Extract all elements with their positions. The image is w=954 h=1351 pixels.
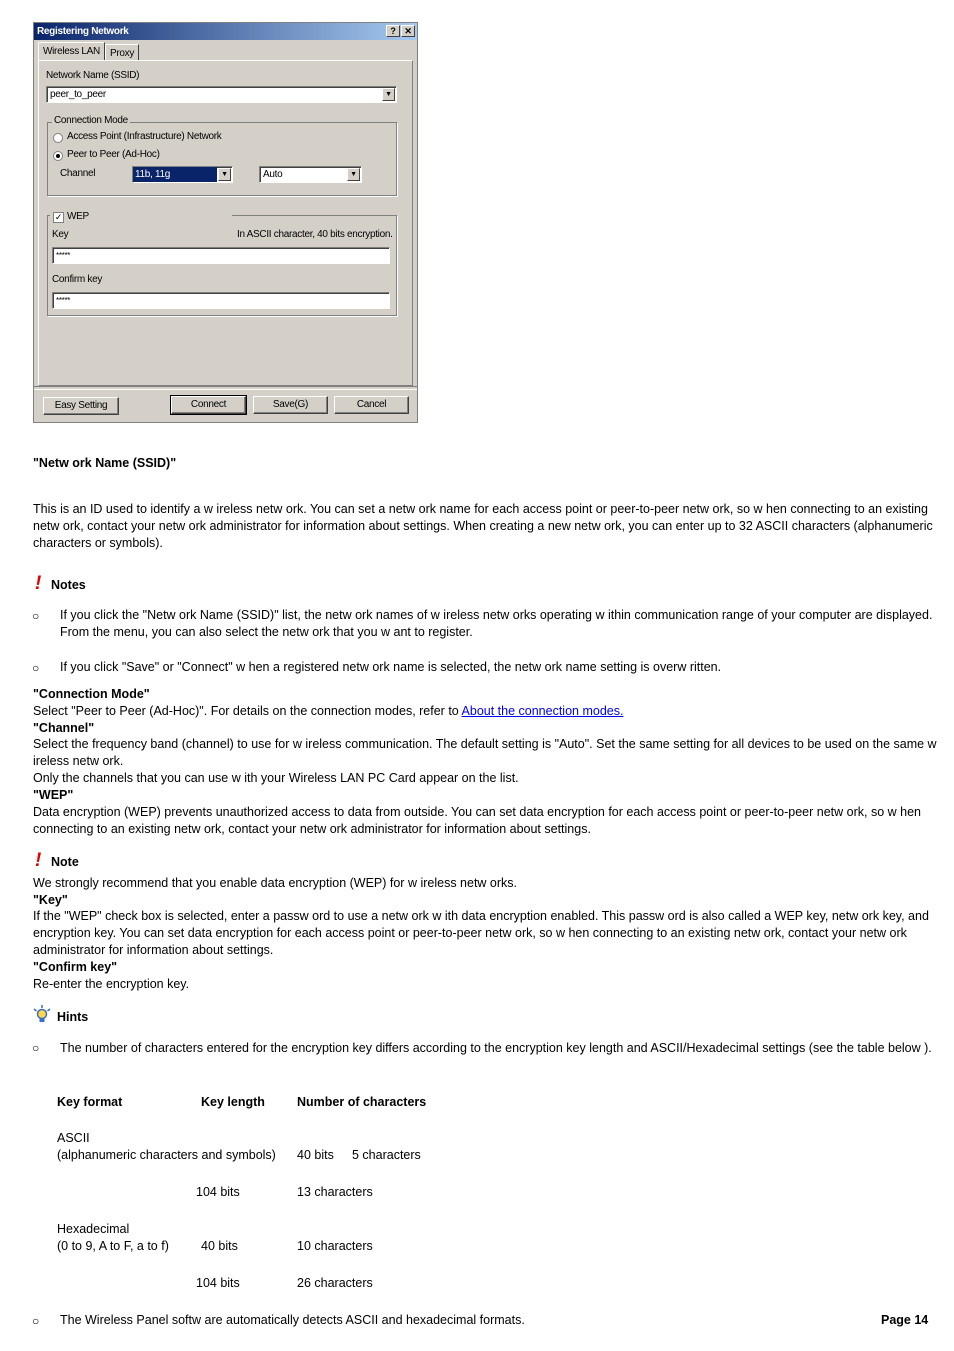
table-header-format: Key format (57, 1095, 123, 1109)
key-label: Key (52, 229, 69, 240)
channel-label: Channel (60, 168, 96, 179)
channel-heading: "Channel" (33, 721, 95, 735)
channel-text: Select the frequency band (channel) to use for w ireless communication. The default setting is "Auto". Set the same setting for all devices to be used on the same w ireless netw ork. (33, 737, 937, 768)
table-cell: 5 characters (352, 1148, 421, 1162)
table-cell: (0 to 9, A to F, a to f) (57, 1239, 169, 1253)
note-item-2: If you click "Save" or "Connect" w hen a registered netw ork name is selected, the netw ork name setting is overw ritten. (60, 660, 722, 674)
lightbulb-icon (33, 1005, 51, 1025)
wep-checkbox[interactable]: ✓ (54, 212, 63, 222)
tab-proxy[interactable]: Proxy (105, 44, 139, 61)
channel-value: 11b, 11g (133, 167, 217, 182)
table-cell: 13 characters (297, 1185, 373, 1199)
connection-mode-text (33, 703, 943, 720)
key-heading: "Key" (33, 893, 68, 907)
hints-heading: Hints (57, 1010, 89, 1024)
table-cell: 10 characters (297, 1239, 373, 1253)
key-hint: In ASCII character, 40 bits encryption. (237, 229, 393, 240)
connection-modes-link[interactable]: About the connection modes. (461, 704, 624, 718)
table-cell: 104 bits (196, 1185, 240, 1199)
wep-label: WEP (67, 211, 89, 222)
chevron-down-icon[interactable]: ▼ (382, 88, 395, 101)
hint-item-1: The number of characters entered for the encryption key differs according to the encryption key length and ASCII/Hexadecimal settings (see the table below ). (60, 1041, 932, 1055)
exclamation-icon: ! (35, 850, 42, 871)
access-point-radio[interactable] (53, 133, 63, 143)
close-icon[interactable]: ✕ (401, 25, 415, 37)
exclamation-icon: ! (35, 573, 42, 594)
confirm-key-heading: "Confirm key" (33, 960, 118, 974)
table-cell: 40 bits (201, 1239, 238, 1253)
channel-auto-dropdown[interactable] (259, 166, 362, 183)
bullet-icon: ○ (32, 1314, 40, 1328)
connection-mode-legend: Connection Mode (54, 115, 128, 126)
dialog-divider (34, 386, 417, 390)
notes-heading: Notes (51, 578, 86, 592)
bullet-icon: ○ (32, 661, 40, 675)
ssid-heading: "Netw ork Name (SSID)" (33, 456, 177, 470)
access-point-label: Access Point (Infrastructure) Network (67, 131, 222, 142)
table-cell: 104 bits (196, 1276, 240, 1290)
connection-mode-body: Select "Peer to Peer (Ad-Hoc)". For details on the connection modes, refer to (33, 704, 462, 718)
channel-dropdown[interactable] (132, 166, 233, 183)
peer-to-peer-radio[interactable] (53, 151, 63, 161)
connection-mode-heading: "Connection Mode" (33, 687, 150, 701)
channel-text-2: Only the channels that you can use w ith your Wireless LAN PC Card appear on the list. (33, 771, 519, 785)
table-cell: 40 bits (297, 1148, 334, 1162)
table-cell: ASCII (57, 1131, 90, 1145)
confirm-key-text: Re-enter the encryption key. (33, 977, 190, 991)
wep-heading: "WEP" (33, 788, 74, 802)
key-input[interactable]: ***** (52, 247, 390, 264)
hint-item-2: The Wireless Panel softw are automatically detects ASCII and hexadecimal formats. (60, 1313, 525, 1327)
table-header-length: Key length (201, 1095, 265, 1109)
note-heading: Note (51, 855, 79, 869)
bullet-icon: ○ (32, 609, 40, 623)
network-name-label: Network Name (SSID) (46, 70, 140, 81)
channel-auto-value: Auto (263, 169, 283, 180)
chevron-down-icon[interactable]: ▼ (218, 168, 231, 181)
connect-button[interactable]: Connect (171, 396, 246, 414)
cancel-button[interactable]: Cancel (334, 396, 409, 414)
table-header-chars: Number of characters (297, 1095, 427, 1109)
key-text: If the "WEP" check box is selected, enter a passw ord to use a netw ork w ith data encryption enabled. This passw ord is also called a WEP key, netw ork key, and encryption key. You can set data encryption for each access point or peer-to-peer netw ork, so w hen connecting to an existing netw ork, contact your netw ork administrator for information about settings. (33, 909, 929, 957)
table-cell: Hexadecimal (57, 1222, 130, 1236)
dialog-title: Registering Network (34, 23, 417, 40)
bullet-icon: ○ (32, 1041, 40, 1055)
confirm-key-input[interactable]: ***** (52, 292, 390, 309)
registering-network-dialog (33, 22, 418, 423)
note-text: We strongly recommend that you enable data encryption (WEP) for w ireless netw orks. (33, 876, 518, 890)
page-number: Page 14 (881, 1313, 929, 1327)
peer-to-peer-label: Peer to Peer (Ad-Hoc) (67, 149, 160, 160)
wep-text: Data encryption (WEP) prevents unauthorized access to data from outside. You can set data encryption for each access point or peer-to-peer netw ork, so w hen connecting to an existing netw ork, contact your netw ork administrator for information about settings. (33, 805, 921, 836)
table-cell: 26 characters (297, 1276, 373, 1290)
chevron-down-icon[interactable]: ▼ (347, 168, 360, 181)
easy-setting-button[interactable]: Easy Setting (43, 397, 119, 415)
network-name-value: peer_to_peer (50, 89, 106, 100)
ssid-text: This is an ID used to identify a w ireless netw ork. You can set a netw ork name for each access point or peer-to-peer netw ork, so w hen connecting to an existing netw ork, contact your netw ork administrator for information about settings. When creating a new netw ork, you can enter up to 32 ASCII characters (alphanumeric characters or symbols). (33, 502, 933, 550)
note-item-1: If you click the "Netw ork Name (SSID)" list, the netw ork names of w ireless netw orks operating w ithin communication range of your computer are displayed. From the menu, you can also select the netw ork that you w ant to register. (60, 608, 933, 639)
tab-wireless-lan[interactable]: Wireless LAN (38, 42, 105, 61)
network-name-dropdown[interactable] (46, 86, 397, 103)
save-button[interactable]: Save(G) (253, 396, 328, 414)
help-button[interactable]: ? (386, 25, 400, 37)
table-cell: (alphanumeric characters and symbols) (57, 1148, 276, 1162)
confirm-key-label: Confirm key (52, 274, 103, 285)
